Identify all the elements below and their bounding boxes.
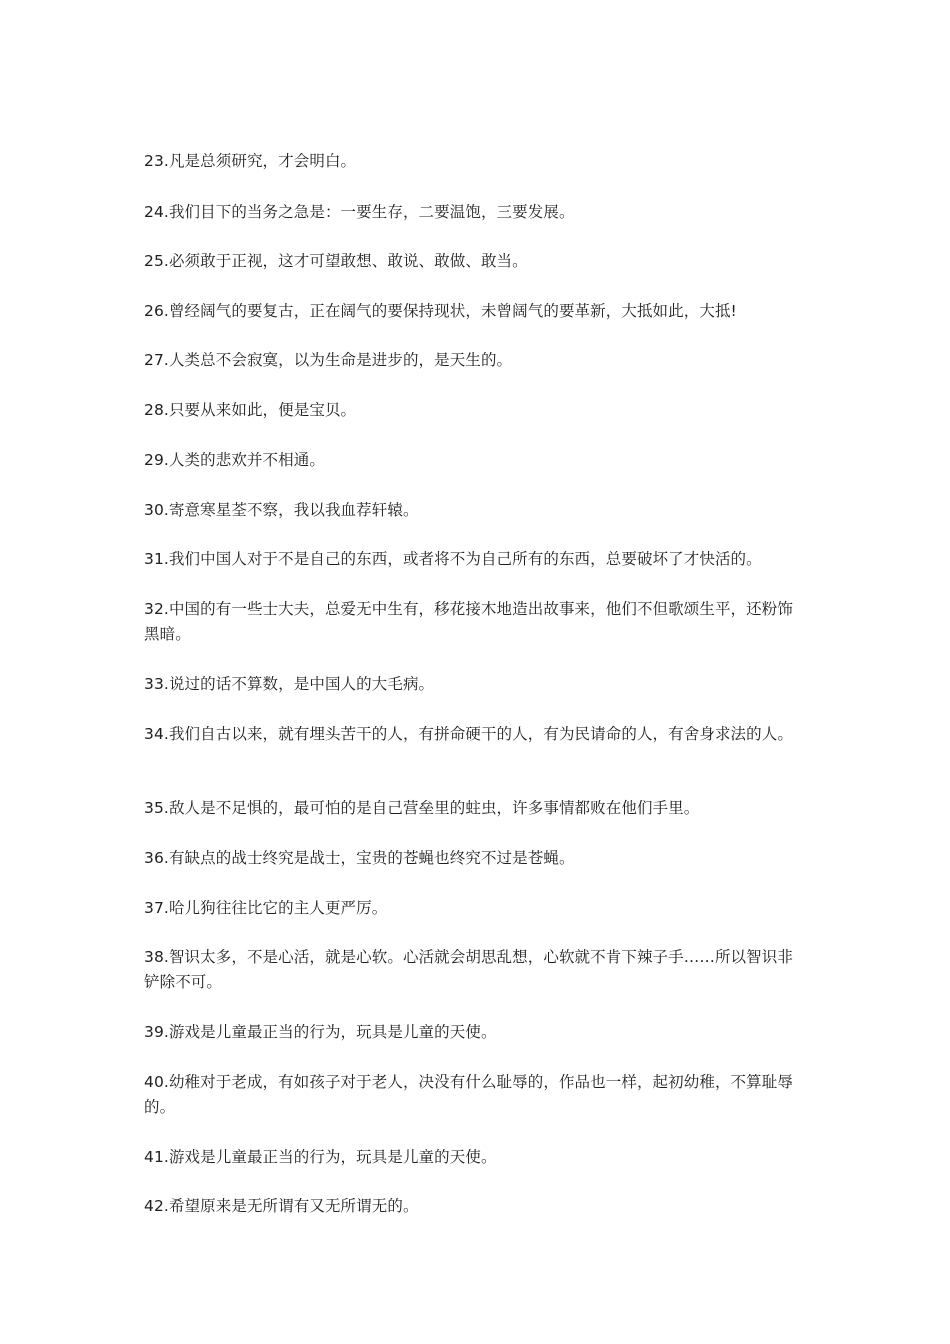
quote-38: 38.智识太多，不是心活，就是心软。心活就会胡思乱想，心软就不肯下辣子手……所以智识非铲除不可。 [144, 948, 793, 991]
quote-24: 24.我们目下的当务之急是：一要生存，二要温饱，三要发展。 [144, 203, 575, 221]
quote-42: 42.希望原来是无所谓有又无所谓无的。 [144, 1197, 419, 1215]
quote-27: 27.人类总不会寂寞，以为生命是进步的，是天生的。 [144, 351, 513, 369]
quote-31: 31.我们中国人对于不是自己的东西，或者将不为自己所有的东西，总要破坏了才快活的。 [144, 550, 762, 568]
quote-37: 37.哈儿狗往往比它的主人更严厉。 [144, 899, 388, 917]
quote-25: 25.必须敢于正视，这才可望敢想、敢说、敢做、敢当。 [144, 252, 528, 270]
quote-39: 39.游戏是儿童最正当的行为，玩具是儿童的天使。 [144, 1023, 497, 1041]
quote-23: 23.凡是总须研究，才会明白。 [144, 152, 357, 170]
quote-30: 30.寄意寒星荃不察，我以我血荐轩辕。 [144, 501, 419, 519]
quote-28: 28.只要从来如此，便是宝贝。 [144, 401, 357, 419]
quote-40: 40.幼稚对于老成，有如孩子对于老人，决没有什么耻辱的，作品也一样，起初幼稚，不算耻辱的。 [144, 1073, 793, 1116]
quote-41: 41.游戏是儿童最正当的行为，玩具是儿童的天使。 [144, 1148, 497, 1166]
quote-33: 33.说过的话不算数，是中国人的大毛病。 [144, 675, 435, 693]
quote-36: 36.有缺点的战士终究是战士，宝贵的苍蝇也终究不过是苍蝇。 [144, 849, 575, 867]
quote-26: 26.曾经阔气的要复古，正在阔气的要保持现状，未曾阔气的要革新，大抵如此，大抵! [144, 302, 737, 320]
quote-29: 29.人类的悲欢并不相通。 [144, 451, 325, 469]
quote-32: 32.中国的有一些士大夫，总爱无中生有，移花接木地造出故事来，他们不但歌颂生平，还粉饰黑暗。 [144, 600, 793, 643]
quote-34: 34.我们自古以来，就有埋头苦干的人，有拼命硬干的人，有为民请命的人，有舍身求法的人。 [144, 725, 793, 743]
quote-35: 35.敌人是不足惧的，最可怕的是自己营垒里的蛀虫，许多事情都败在他们手里。 [144, 799, 700, 817]
